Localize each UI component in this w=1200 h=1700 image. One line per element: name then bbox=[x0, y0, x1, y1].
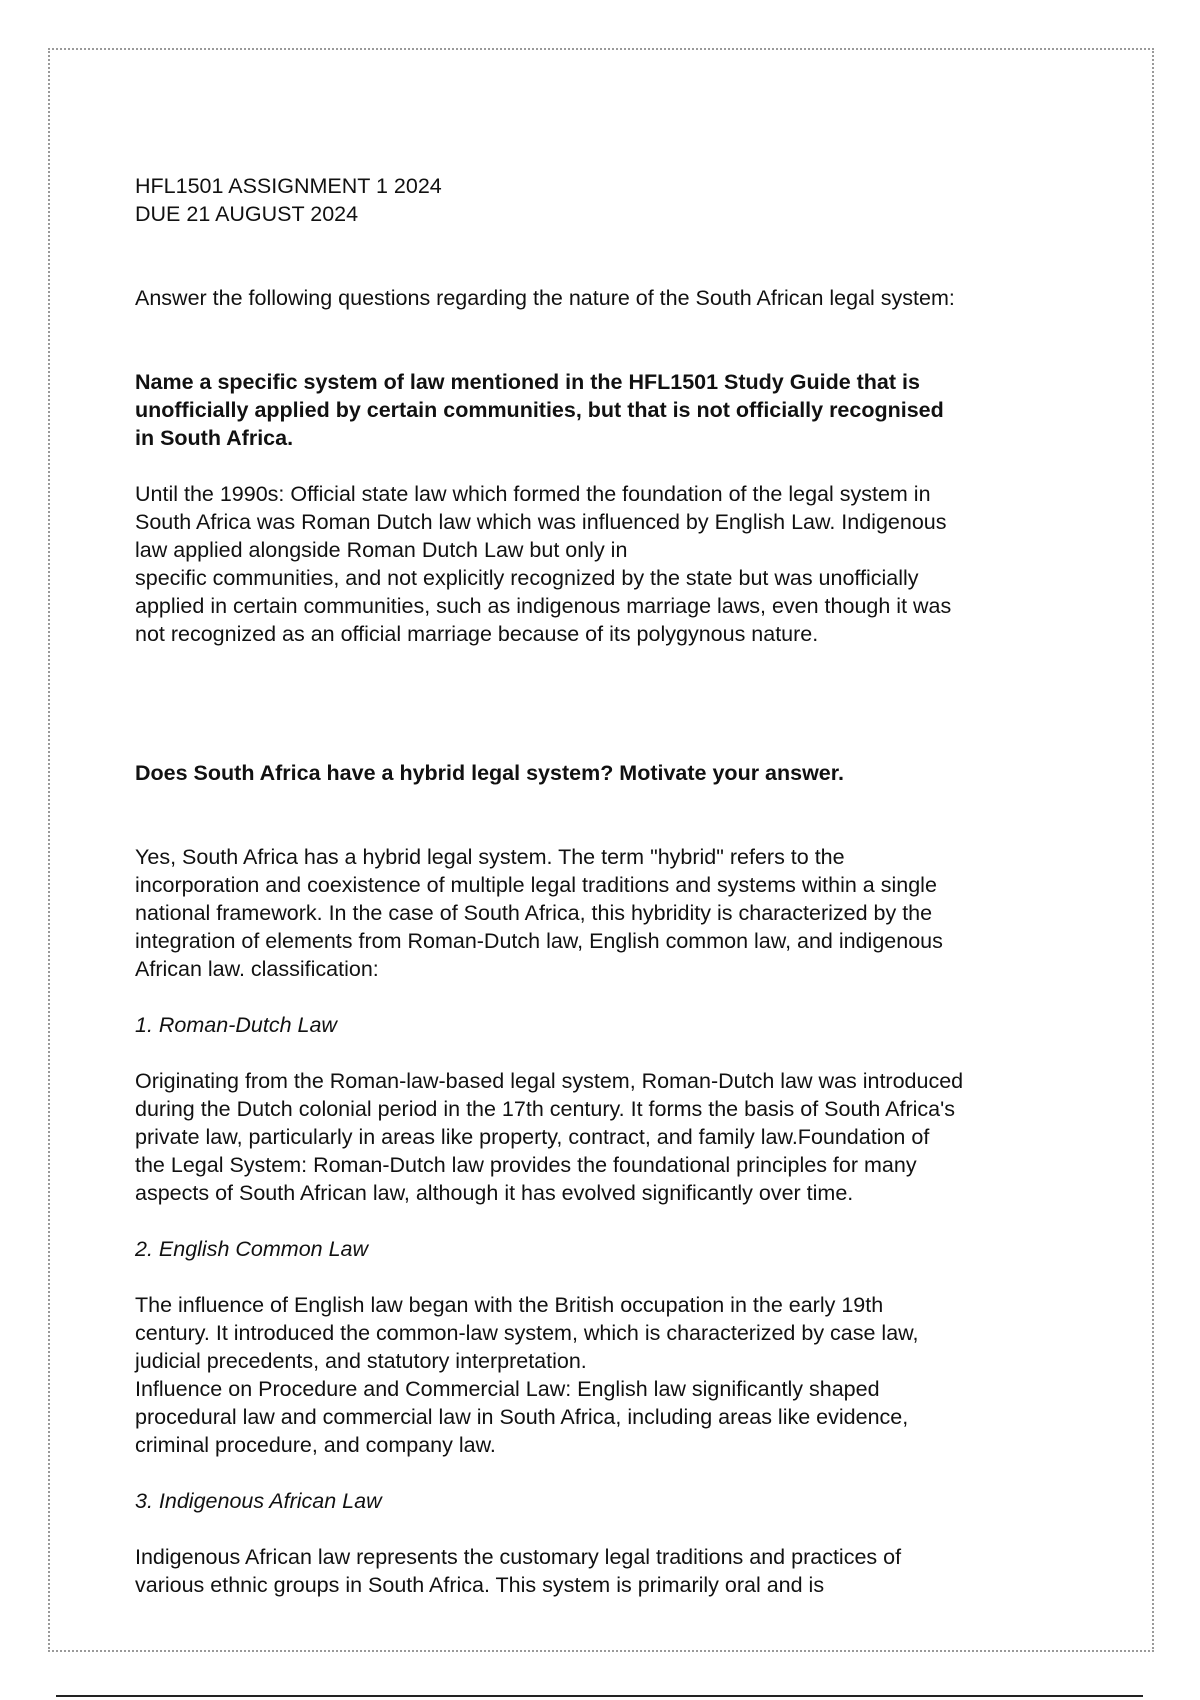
page-bottom-divider bbox=[56, 1695, 1143, 1697]
section-heading-english-common-law: 2. English Common Law bbox=[135, 1237, 369, 1261]
answer-1 bbox=[135, 480, 1075, 648]
section-heading-roman-dutch: 1. Roman-Dutch Law bbox=[135, 1013, 337, 1037]
section-line: private law, particularly in areas like property, contract, and family law.Foundation of bbox=[135, 1125, 930, 1149]
answer-1-line: specific communities, and not explicitly recognized by the state but was unofficially bbox=[135, 566, 919, 590]
section-heading-indigenous-african-law: 3. Indigenous African Law bbox=[135, 1489, 382, 1513]
answer-1-line: not recognized as an official marriage because of its polygynous nature. bbox=[135, 622, 819, 646]
assignment-title-line: HFL1501 ASSIGNMENT 1 2024 bbox=[135, 174, 442, 198]
answer-2 bbox=[135, 843, 1075, 983]
section-line: century. It introduced the common-law system, which is characterized by case law, bbox=[135, 1321, 919, 1345]
answer-1-line: applied in certain communities, such as indigenous marriage laws, even though it was bbox=[135, 594, 952, 618]
section-line: during the Dutch colonial period in the 17th century. It forms the basis of South Africa's bbox=[135, 1097, 955, 1121]
section-line: judicial precedents, and statutory interpretation. bbox=[135, 1349, 587, 1373]
answer-2-line: African law. classification: bbox=[135, 957, 379, 981]
document-body bbox=[135, 172, 1075, 1599]
section-text-english-common-law bbox=[135, 1291, 1075, 1459]
section-line: procedural law and commercial law in South Africa, including areas like evidence, bbox=[135, 1405, 909, 1429]
question-1 bbox=[135, 368, 1075, 452]
due-date-line: DUE 21 AUGUST 2024 bbox=[135, 202, 359, 226]
question-1-line: Name a specific system of law mentioned in the HFL1501 Study Guide that is bbox=[135, 370, 920, 394]
section-line: the Legal System: Roman-Dutch law provides the foundational principles for many bbox=[135, 1153, 917, 1177]
section-line: Originating from the Roman-law-based legal system, Roman-Dutch law was introduced bbox=[135, 1069, 964, 1093]
answer-1-line: South Africa was Roman Dutch law which was influenced by English Law. Indigenous bbox=[135, 510, 947, 534]
section-line: Indigenous African law represents the customary legal traditions and practices of bbox=[135, 1545, 902, 1569]
section-text-roman-dutch bbox=[135, 1067, 1075, 1207]
answer-2-line: national framework. In the case of South Africa, this hybridity is characterized by the bbox=[135, 901, 933, 925]
answer-2-line: integration of elements from Roman-Dutch law, English common law, and indigenous bbox=[135, 929, 943, 953]
section-line: Influence on Procedure and Commercial Law: English law significantly shaped bbox=[135, 1377, 880, 1401]
section-text-indigenous-african-law bbox=[135, 1543, 1075, 1599]
answer-1-line: Until the 1990s: Official state law which formed the foundation of the legal system in bbox=[135, 482, 931, 506]
question-1-line: in South Africa. bbox=[135, 426, 294, 450]
section-line: aspects of South African law, although it has evolved significantly over time. bbox=[135, 1181, 854, 1205]
intro-instruction: Answer the following questions regarding the nature of the South African legal system: bbox=[135, 286, 955, 310]
question-1-line: unofficially applied by certain communities, but that is not officially recognised bbox=[135, 398, 944, 422]
section-line: various ethnic groups in South Africa. This system is primarily oral and is bbox=[135, 1573, 825, 1597]
answer-2-line: incorporation and coexistence of multiple legal traditions and systems within a single bbox=[135, 873, 937, 897]
section-line: criminal procedure, and company law. bbox=[135, 1433, 496, 1457]
section-line: The influence of English law began with the British occupation in the early 19th bbox=[135, 1293, 884, 1317]
answer-1-line: law applied alongside Roman Dutch Law but only in bbox=[135, 538, 628, 562]
answer-2-line: Yes, South Africa has a hybrid legal system. The term "hybrid" refers to the bbox=[135, 845, 845, 869]
assignment-title bbox=[135, 172, 1075, 228]
question-2: Does South Africa have a hybrid legal system? Motivate your answer. bbox=[135, 761, 844, 785]
